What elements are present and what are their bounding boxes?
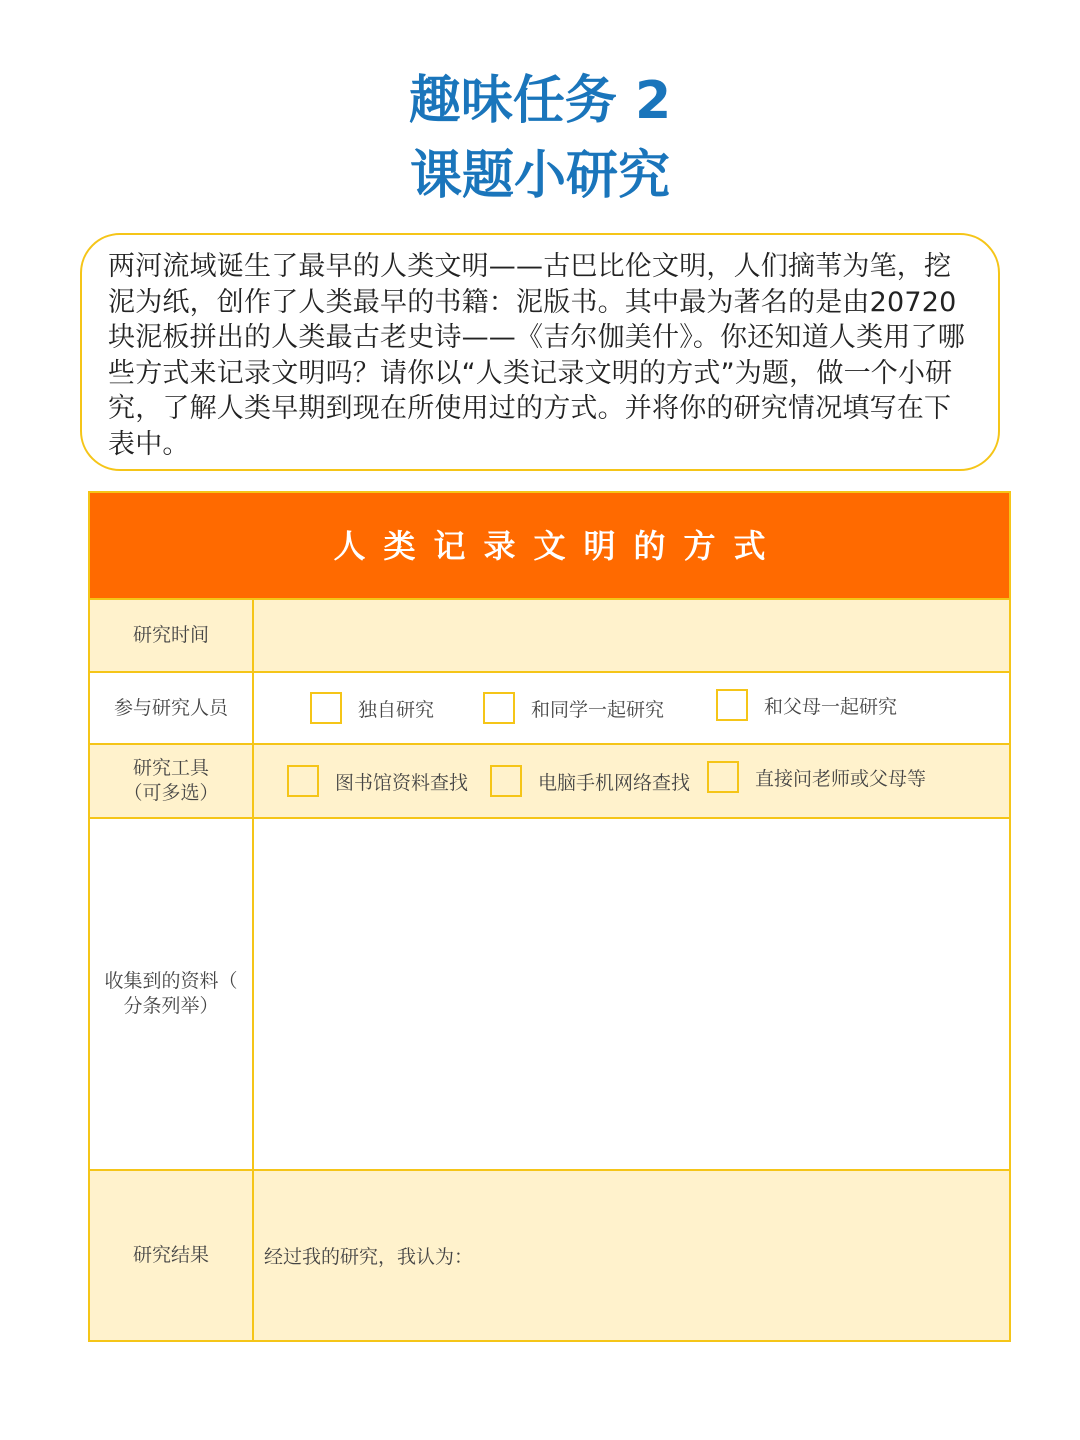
checkbox-ask-teacher-parents[interactable] (707, 761, 739, 793)
label-participants: 参与研究人员 (90, 673, 254, 743)
intro-paragraph: 两河流域诞生了最早的人类文明——古巴比伦文明，人们摘苇为笔，挖泥为纸，创作了人类最早的书籍：泥版书。其中最为著名的是由20720块泥板拼出的人类最古老史诗——《吉尔伽美什》。你还知道人类用了哪些方式来记录文明吗？请你以“人类记录文明的方式”为题，做一个小研究，了解人类早期到现在所使用过的方式。并将你的研究情况填写在下表中。 (80, 233, 1000, 471)
checkbox-library-search[interactable] (287, 765, 319, 797)
checkbox-with-parents[interactable] (716, 689, 748, 721)
option-with-parents[interactable]: 和父母一起研究 (716, 689, 897, 721)
row-research-result (90, 1171, 1009, 1340)
research-table (88, 491, 1011, 1342)
label-research-time: 研究时间 (90, 600, 254, 671)
research-result-prompt: 经过我的研究，我认为： (264, 1246, 474, 1268)
option-ask-teacher-parents[interactable]: 直接问老师或父母等 (707, 761, 926, 793)
label-research-result: 研究结果 (90, 1171, 254, 1340)
page-title: 趣味任务 2 (408, 71, 672, 131)
option-online-search[interactable]: 电脑手机网络查找 (490, 765, 690, 797)
option-library-search[interactable]: 图书馆资料查找 (287, 765, 468, 797)
tools-options (254, 745, 1009, 817)
checkbox-online-search[interactable] (490, 765, 522, 797)
page-subtitle: 课题小研究 (409, 146, 670, 206)
participants-options (254, 673, 1009, 743)
row-research-tools (90, 745, 1009, 819)
row-collected-materials (90, 819, 1009, 1171)
label-collected-materials: 收集到的资料（ 分条列举） (90, 819, 254, 1169)
table-header: 人类记录文明的方式 (90, 493, 1009, 600)
research-result-field[interactable] (254, 1171, 1009, 1340)
option-with-classmates[interactable]: 和同学一起研究 (483, 692, 664, 724)
option-solo-research[interactable]: 独自研究 (310, 692, 434, 724)
row-research-time (90, 600, 1009, 673)
research-time-field[interactable] (254, 600, 1009, 671)
checkbox-with-classmates[interactable] (483, 692, 515, 724)
row-participants (90, 673, 1009, 745)
collected-materials-field[interactable] (254, 819, 1009, 1169)
label-research-tools: 研究工具 （可多选） (90, 745, 254, 817)
checkbox-solo-research[interactable] (310, 692, 342, 724)
